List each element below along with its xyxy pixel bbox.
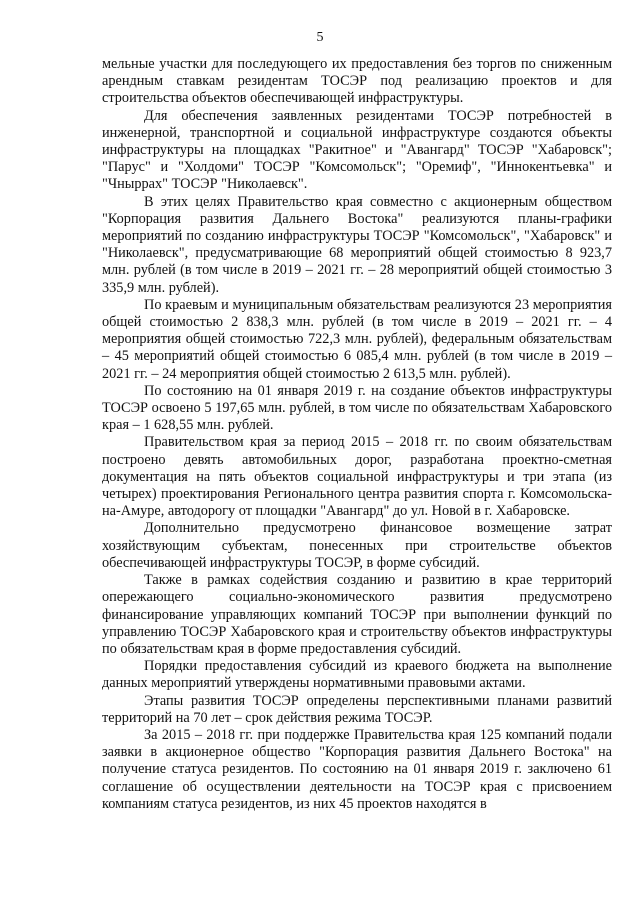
paragraph-development-stages: Этапы развития ТОСЭР определены перспективными планами развитий территорий на 70 лет – срок действия режима ТОСЭР. (102, 692, 612, 726)
paragraph-funds-spent: По состоянию на 01 января 2019 г. на создание объектов инфраструктуры ТОСЭР освоено 5 197,65 млн. рублей, в том числе по обязательствам Хабаровского края – 1 628,55 млн. рублей. (102, 382, 612, 434)
paragraph-resident-companies: За 2015 – 2018 гг. при поддержке Правительства края 125 компаний подали заявки в акционерное общество "Корпорация развития Дальнего Востока" на получение статуса резидентов. По состоянию на 01 января 2019 г. заключено 61 соглашение об осуществлении деятельности на ТОСЭР края с присвоением компаниям статуса резидентов, из них 45 проектов находятся в (102, 726, 612, 812)
paragraph-plans-schedules: В этих целях Правительство края совместно с акционерным обществом "Корпорация развития Дальнего Востока" реализуются планы-графики мероприятий по созданию инфраструктуры ТОСЭР "Комсомольск", "Хабаровск" и "Николаевск", предусматривающие 68 мероприятий общей стоимостью 8 923,7 млн. рублей (в том числе в 2019 – 2021 гг. – 28 мероприятий общей стоимостью 3 335,9 млн. рублей). (102, 193, 612, 296)
paragraph-roads-built: Правительством края за период 2015 – 2018 гг. по своим обязательствам построено девять автомобильных дорог, разработана проектно-сметная документация на пять объектов социальной инфраструктуры и три этапа (из четырех) проектирования Регионального центра развития спорта г. Комсомольска-на-Амуре, автодорогу от площадки "Авангард" до ул. Новой в г. Хабаровске. (102, 434, 612, 520)
document-body (102, 56, 612, 813)
paragraph-cost-reimbursement: Дополнительно предусмотрено финансовое возмещение затрат хозяйствующим субъектам, понесенных при строительстве объектов обеспечивающей инфраструктуры ТОСЭР, в форме субсидий. (102, 520, 612, 571)
paragraph-continuation: мельные участки для последующего их предоставления без торгов по сниженным арендным ставкам резидентам ТОСЭР под реализацию проектов и для строительства объектов обеспечивающей инфраструктуры. (102, 56, 612, 107)
paragraph-regional-obligations: По краевым и муниципальным обязательствам реализуются 23 мероприятия общей стоимостью 2 838,3 млн. рублей (в том числе в 2019 – 2021 гг. – 4 мероприятия общей стоимостью 722,3 млн. рублей), федеральным обязательствам – 45 мероприятий общей стоимостью 6 085,4 млн. рублей (в том числе в 2019 – 2021 гг. – 24 мероприятия общей стоимостью 2 613,5 млн. рублей). (102, 296, 612, 382)
paragraph-subsidy-procedures: Порядки предоставления субсидий из краевого бюджета на выполнение данных мероприятий утверждены нормативными правовыми актами. (102, 658, 612, 692)
paragraph-infrastructure-sites: Для обеспечения заявленных резидентами ТОСЭР потребностей в инженерной, транспортной и социальной инфраструктуре создаются объекты инфраструктуры на площадках "Ракитное" и "Авангард" ТОСЭР "Хабаровск"; "Парус" и "Холдоми" ТОСЭР "Комсомольск"; "Оремиф", "Иннокентьевка" и "Чныррах" ТОСЭР "Николаевск". (102, 107, 612, 193)
paragraph-management-funding: Также в рамках содействия созданию и развитию в крае территорий опережающего социально-экономического развития предусмотрено финансирование управляющих компаний ТОСЭР при выполнении функций по управлению ТОСЭР Хабаровского края и строительству объектов инфраструктуры по обязательствам края в форме предоставления субсидий. (102, 572, 612, 657)
page-number: 5 (316, 30, 324, 45)
